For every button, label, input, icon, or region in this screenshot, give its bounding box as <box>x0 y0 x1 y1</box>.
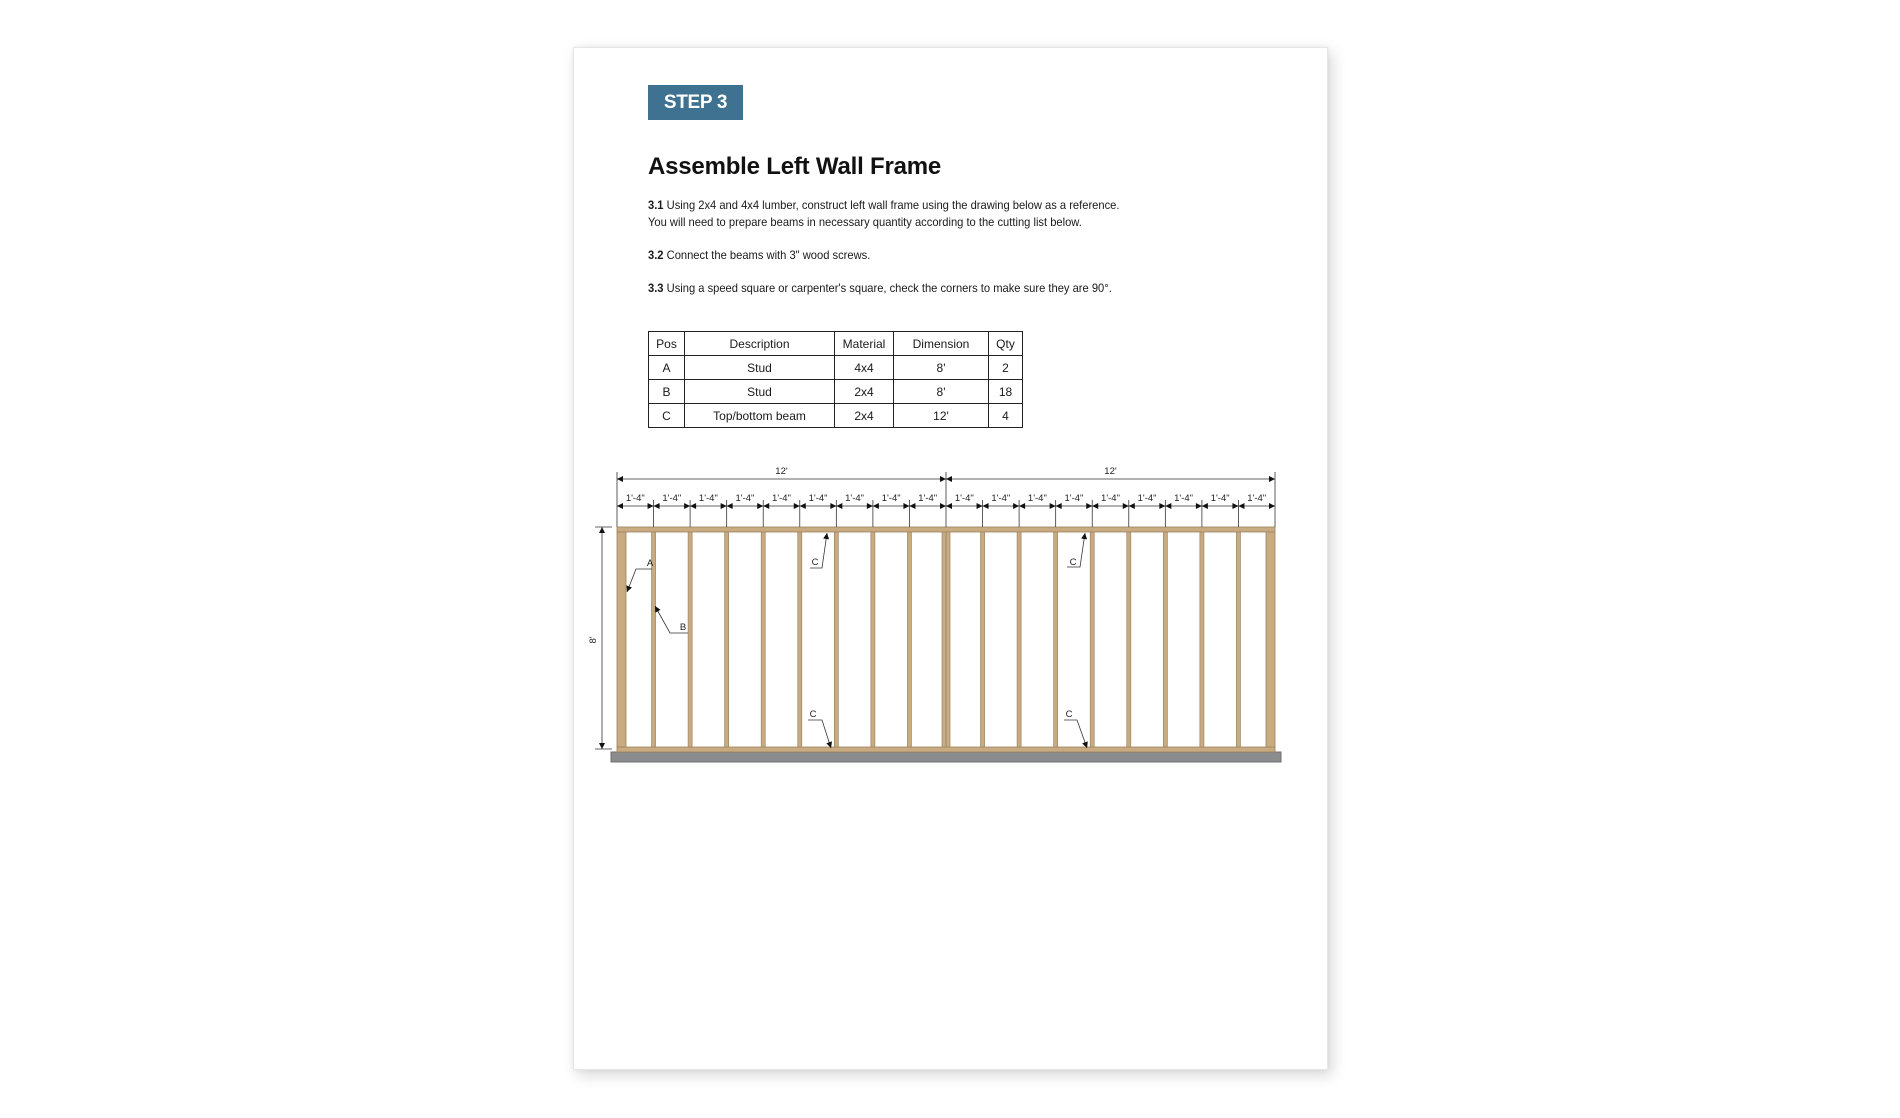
overall-dimension-label: 12' <box>775 466 788 477</box>
spacing-dimension-label: 1'-4" <box>1247 493 1267 504</box>
callout-label-c: C <box>809 709 817 720</box>
stud-4x4 <box>1266 532 1275 747</box>
cell-pos: C <box>649 404 685 428</box>
spacing-dimension-label: 1'-4" <box>1101 493 1120 504</box>
spacing-dimension-label: 1'-4" <box>1210 493 1230 504</box>
top-beam <box>617 527 1275 532</box>
stud-2x4 <box>981 532 985 747</box>
instruction-text: You will need to prepare beams in necessary quantity according to the cutting list below. <box>648 215 1082 229</box>
cell-material: 2x4 <box>835 380 894 404</box>
cell-dimension: 8' <box>894 380 989 404</box>
overall-dimension-label: 12' <box>1104 466 1117 477</box>
spacing-dimension-label: 1'-4" <box>808 493 828 504</box>
cell-dimension: 12' <box>894 404 989 428</box>
callout-leader <box>1064 720 1087 748</box>
stud-2x4 <box>834 532 838 747</box>
callout-label-c: C <box>1069 557 1077 568</box>
instruction-text: Using 2x4 and 4x4 lumber, construct left wall frame using the drawing below as a reference. <box>666 198 1120 212</box>
spacing-dimension-label: 1'-4" <box>845 493 865 504</box>
stud-2x4 <box>1054 532 1058 747</box>
callout-leader <box>808 720 831 748</box>
spacing-dimension-label: 1'-4" <box>625 493 645 504</box>
cell-description: Stud <box>685 380 835 404</box>
header-material: Material <box>835 332 894 356</box>
header-description: Description <box>685 332 835 356</box>
spacing-dimension-label: 1'-4" <box>954 493 974 504</box>
cell-pos: A <box>649 356 685 380</box>
stud-2x4 <box>947 532 951 747</box>
step-badge: STEP 3 <box>648 85 743 120</box>
stud-2x4 <box>1017 532 1021 747</box>
cell-description: Stud <box>685 356 835 380</box>
stud-2x4 <box>1200 532 1204 747</box>
spacing-dimension-label: 1'-4" <box>735 493 755 504</box>
cell-pos: B <box>649 380 685 404</box>
instruction-text: Using a speed square or carpenter's square, check the corners to make sure they are 90°. <box>666 281 1112 295</box>
spacing-dimension-label: 1'-4" <box>1137 493 1157 504</box>
stud-2x4 <box>725 532 729 747</box>
cell-dimension: 8' <box>894 356 989 380</box>
callout-label-c: C <box>811 557 819 568</box>
spacing-dimension-label: 1'-4" <box>991 493 1011 504</box>
stud-2x4 <box>761 532 765 747</box>
spacing-dimension-label: 1'-4" <box>662 493 682 504</box>
cell-description: Top/bottom beam <box>685 404 835 428</box>
header-dimension: Dimension <box>894 332 989 356</box>
stud-2x4 <box>907 532 911 747</box>
spacing-dimension-label: 1'-4" <box>881 493 901 504</box>
stud-2x4 <box>1090 532 1094 747</box>
stud-4x4 <box>617 532 626 747</box>
instruction-number: 3.2 <box>648 248 664 262</box>
bottom-beam <box>617 747 1275 752</box>
cell-qty: 4 <box>989 404 1023 428</box>
height-dimension-label: 8' <box>588 636 599 644</box>
cell-material: 4x4 <box>835 356 894 380</box>
instruction-number: 3.3 <box>648 281 664 295</box>
stud-2x4 <box>798 532 802 747</box>
stud-2x4 <box>1163 532 1167 747</box>
spacing-dimension-label: 1'-4" <box>1027 493 1047 504</box>
spacing-dimension-label: 1'-4" <box>1064 493 1084 504</box>
stud-2x4 <box>942 532 946 747</box>
page-title: Assemble Left Wall Frame <box>648 153 942 180</box>
callout-label-a: A <box>646 558 654 569</box>
cell-qty: 2 <box>989 356 1023 380</box>
cell-material: 2x4 <box>835 404 894 428</box>
header-qty: Qty <box>989 332 1023 356</box>
stud-2x4 <box>688 532 692 747</box>
spacing-dimension-label: 1'-4" <box>1174 493 1194 504</box>
spacing-dimension-label: 1'-4" <box>772 493 791 504</box>
callout-label-c: C <box>1065 709 1073 720</box>
stud-2x4 <box>1236 532 1240 747</box>
spacing-dimension-label: 1'-4" <box>918 493 938 504</box>
callout-label-b: B <box>679 622 687 633</box>
callout-leader <box>627 569 652 592</box>
stud-2x4 <box>871 532 875 747</box>
instruction-number: 3.1 <box>648 198 664 212</box>
concrete-slab <box>611 752 1281 762</box>
instruction-text: Connect the beams with 3" wood screws. <box>666 248 871 262</box>
header-pos: Pos <box>649 332 685 356</box>
cell-qty: 18 <box>989 380 1023 404</box>
spacing-dimension-label: 1'-4" <box>698 493 718 504</box>
stud-2x4 <box>1127 532 1131 747</box>
